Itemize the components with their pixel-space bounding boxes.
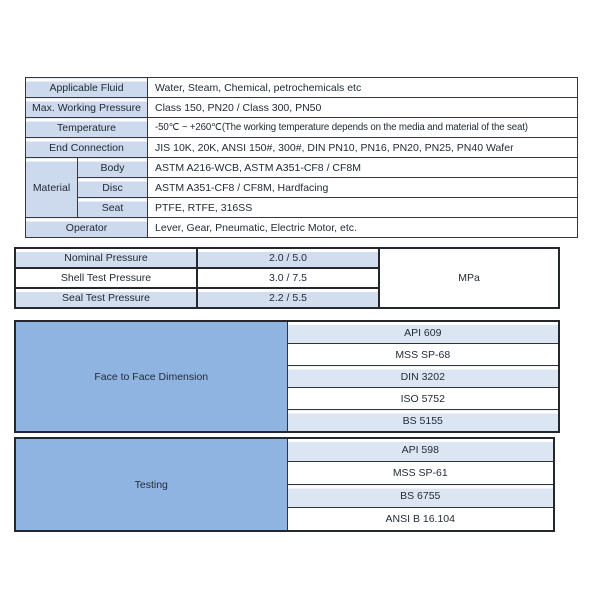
spec-value-material-seat: PTFE, RTFE, 316SS [148,198,578,218]
spec-value-applicable-fluid: Water, Steam, Chemical, petrochemicals etc [148,78,578,98]
testing-standard: ANSI B 16.104 [287,508,554,532]
pressure-label-shell-test: Shell Test Pressure [15,268,197,288]
testing-table [14,437,555,532]
table-row [26,158,578,178]
table-row [26,118,578,138]
spec-label-operator: Operator [26,218,148,238]
pressure-unit: MPa [379,248,559,308]
table-row [26,198,578,218]
table-row [26,138,578,158]
spec-label-material-disc: Disc [78,178,148,198]
spec-label-max-working-pressure: Max. Working Pressure [26,98,148,118]
table-row [26,218,578,238]
spec-label-material-body: Body [78,158,148,178]
testing-standard: API 598 [287,438,554,462]
pressure-table [14,247,560,309]
face-to-face-standard: API 609 [287,321,559,344]
spec-value-max-working-pressure: Class 150, PN20 / Class 300, PN50 [148,98,578,118]
testing-label: Testing [15,438,287,531]
spec-value-material-disc: ASTM A351-CF8 / CF8M, Hardfacing [148,178,578,198]
spec-value-operator: Lever, Gear, Pneumatic, Electric Motor, etc. [148,218,578,238]
face-to-face-table [14,320,560,433]
spec-label-applicable-fluid: Applicable Fluid [26,78,148,98]
spec-value-material-body: ASTM A216-WCB, ASTM A351-CF8 / CF8M [148,158,578,178]
table-row [15,438,554,462]
table-row [26,78,578,98]
spec-label-material-seat: Seat [78,198,148,218]
spec-label-end-connection: End Connection [26,138,148,158]
pressure-value-shell-test: 3.0 / 7.5 [197,268,379,288]
pressure-label-seal-test: Seal Test Pressure [15,288,197,308]
face-to-face-standard: ISO 5752 [287,388,559,410]
pressure-value-seal-test: 2.2 / 5.5 [197,288,379,308]
pressure-label-nominal: Nominal Pressure [15,248,197,268]
face-to-face-standard: MSS SP-68 [287,344,559,366]
spec-label-material: Material [26,158,78,218]
pressure-value-nominal: 2.0 / 5.0 [197,248,379,268]
table-row [26,178,578,198]
testing-standard: BS 6755 [287,485,554,508]
table-row [15,248,559,268]
face-to-face-label: Face to Face Dimension [15,321,287,432]
spec-label-temperature: Temperature [26,118,148,138]
face-to-face-standard: DIN 3202 [287,366,559,388]
table-row [15,321,559,344]
table-row [26,98,578,118]
spec-table [25,77,578,238]
face-to-face-standard: BS 5155 [287,410,559,433]
spec-value-end-connection: JIS 10K, 20K, ANSI 150#, 300#, DIN PN10, PN16, PN20, PN25, PN40 Wafer [148,138,578,158]
spec-value-temperature: -50℃ ~ +260℃(The working temperature depends on the media and material of the seat) [148,118,578,138]
testing-standard: MSS SP-61 [287,462,554,485]
